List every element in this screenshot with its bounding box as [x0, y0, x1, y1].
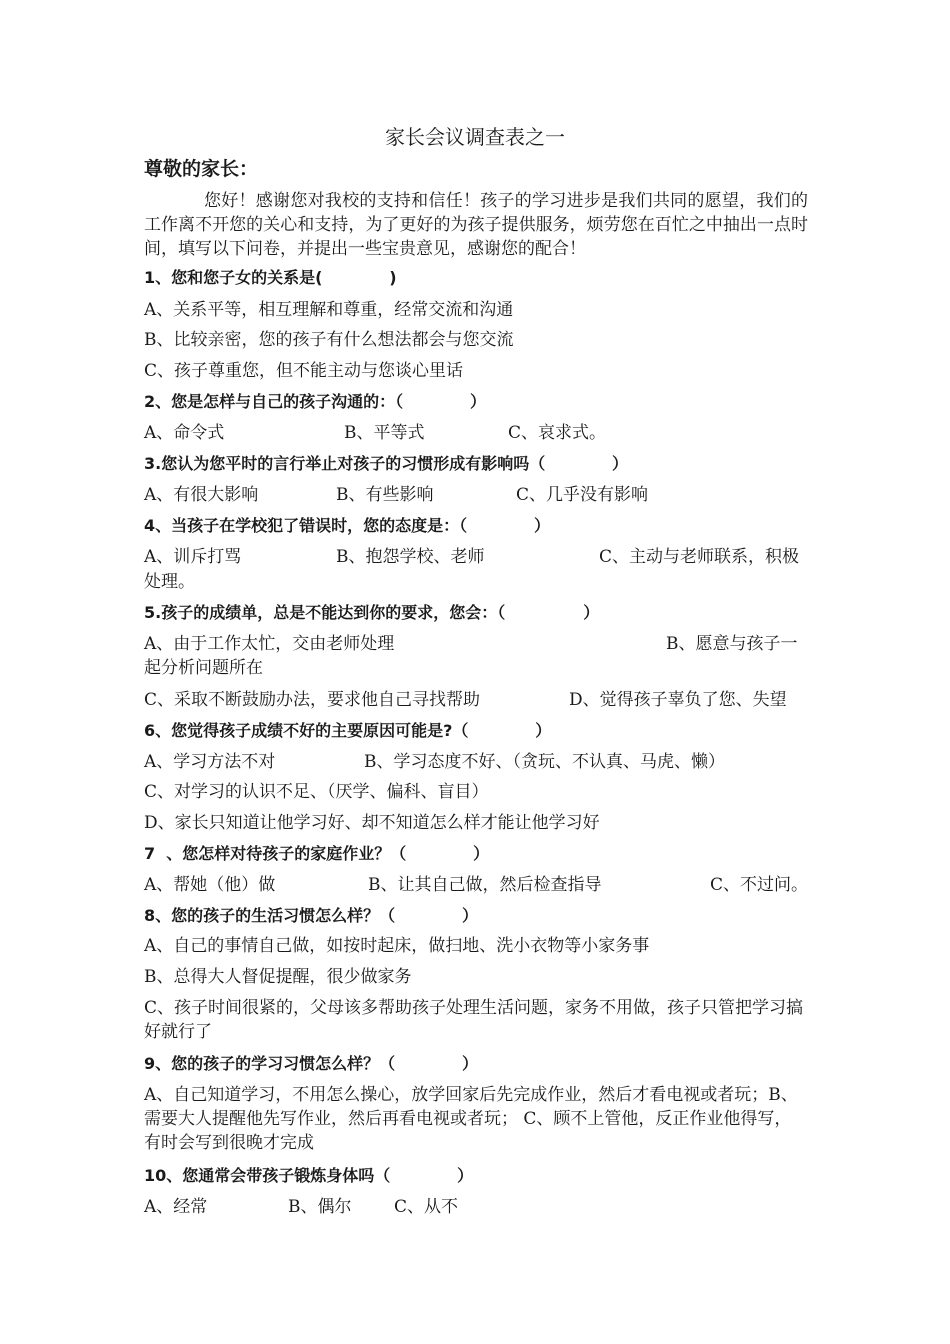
- q4-option-c-cont: 处理。: [144, 572, 195, 592]
- q6-option-d: D、家长只知道让他学习好、却不知道怎么样才能让他学习好: [144, 813, 600, 833]
- q10-option-b: B、偶尔: [288, 1197, 352, 1217]
- q5-option-c: C、采取不断鼓励办法，要求他自己寻找帮助: [144, 690, 481, 710]
- q7-options: [144, 873, 808, 897]
- q6-option-a: A、学习方法不对: [144, 752, 276, 772]
- q5-options-cd: [144, 688, 808, 712]
- q4-option-c: C、主动与老师联系，积极: [599, 547, 800, 567]
- question-1: 1、您和您子女的关系是( ): [144, 268, 397, 287]
- q4-option-a: A、训斥打骂: [144, 547, 242, 567]
- q8-option-a: A、自己的事情自己做，如按时起床，做扫地、洗小衣物等小家务事: [144, 936, 650, 956]
- q2-option-a: A、命令式: [144, 423, 225, 443]
- q3-option-b: B、有些影响: [336, 485, 434, 505]
- q5-option-a: A、由于工作太忙，交由老师处理: [144, 634, 395, 654]
- q7-option-b: B、让其自己做，然后检查指导: [368, 875, 602, 895]
- q4-option-b: B、抱怨学校、老师: [336, 547, 485, 567]
- q2-option-c: C、哀求式。: [508, 423, 607, 443]
- q7-option-c: C、不过问。: [710, 875, 809, 895]
- question-8: 8、您的孩子的生活习惯怎么样？（ ）: [144, 906, 478, 925]
- q3-options: [144, 483, 808, 507]
- q1-option-c: C、孩子尊重您，但不能主动与您谈心里话: [144, 361, 464, 381]
- q5-option-b: B、愿意与孩子一: [666, 634, 798, 654]
- intro-paragraph: 您好！感谢您对我校的支持和信任！孩子的学习进步是我们共同的愿望，我们的工作离不开您的关心和支持，为了更好的为孩子提供服务，烦劳您在百忙之中抽出一点时间，填写以下问卷，并提出一些宝贵意见，感谢您的配合！: [144, 191, 808, 259]
- q1-option-a: A、关系平等，相互理解和尊重，经常交流和沟通: [144, 300, 514, 320]
- q6-option-b: B、学习态度不好、（贪玩、不认真、马虎、懒）: [364, 752, 725, 772]
- q8-option-b: B、总得大人督促提醒，很少做家务: [144, 967, 412, 987]
- question-2: 2、您是怎样与自己的孩子沟通的：（ ）: [144, 392, 486, 411]
- q6-options-ab: [144, 750, 808, 774]
- q1-option-b: B、比较亲密，您的孩子有什么想法都会与您交流: [144, 330, 514, 350]
- q2-options: [144, 421, 808, 445]
- q4-options: [144, 545, 808, 569]
- question-7: 7 、您怎样对待孩子的家庭作业？（ ）: [144, 844, 490, 863]
- q5-option-b-cont: 起分析问题所在: [144, 658, 263, 678]
- question-10: 10、您通常会带孩子锻炼身体吗（ ）: [144, 1166, 474, 1185]
- q3-option-c: C、几乎没有影响: [516, 485, 649, 505]
- question-4: 4、当孩子在学校犯了错误时，您的态度是：（ ）: [144, 516, 550, 535]
- question-9: 9、您的孩子的学习习惯怎么样？（ ）: [144, 1054, 478, 1073]
- q2-option-b: B、平等式: [344, 423, 425, 443]
- question-6: 6、您觉得孩子成绩不好的主要原因可能是?（ ）: [144, 721, 552, 740]
- greeting: 尊敬的家长：: [144, 158, 259, 180]
- q7-option-a: A、帮她（他）做: [144, 875, 276, 895]
- q10-option-c: C、从不: [394, 1197, 459, 1217]
- q9-options: A、自己知道学习，不用怎么操心，放学回家后先完成作业，然后才看电视或者玩；B、需要大人提醒他先写作业，然后再看电视或者玩； C、顾不上管他，反正作业他得写，有时会写到很晚才完成: [144, 1085, 798, 1153]
- question-5: 5.孩子的成绩单，总是不能达到你的要求，您会：（ ）: [144, 603, 600, 622]
- question-3: 3.您认为您平时的言行举止对孩子的习惯形成有影响吗（ ）: [144, 454, 629, 473]
- q8-option-c: C、孩子时间很紧的，父母该多帮助孩子处理生活问题，家务不用做，孩子只管把学习搞好就行了: [144, 998, 804, 1042]
- q10-option-a: A、经常: [144, 1197, 208, 1217]
- page-title: 家长会议调查表之一: [385, 125, 565, 149]
- q10-options: [144, 1195, 808, 1219]
- q5-option-d: D、觉得孩子辜负了您、失望: [569, 690, 787, 710]
- q6-option-c: C、对学习的认识不足、（厌学、偏科、盲目）: [144, 782, 489, 802]
- q3-option-a: A、有很大影响: [144, 485, 259, 505]
- q5-options-ab: [144, 632, 808, 656]
